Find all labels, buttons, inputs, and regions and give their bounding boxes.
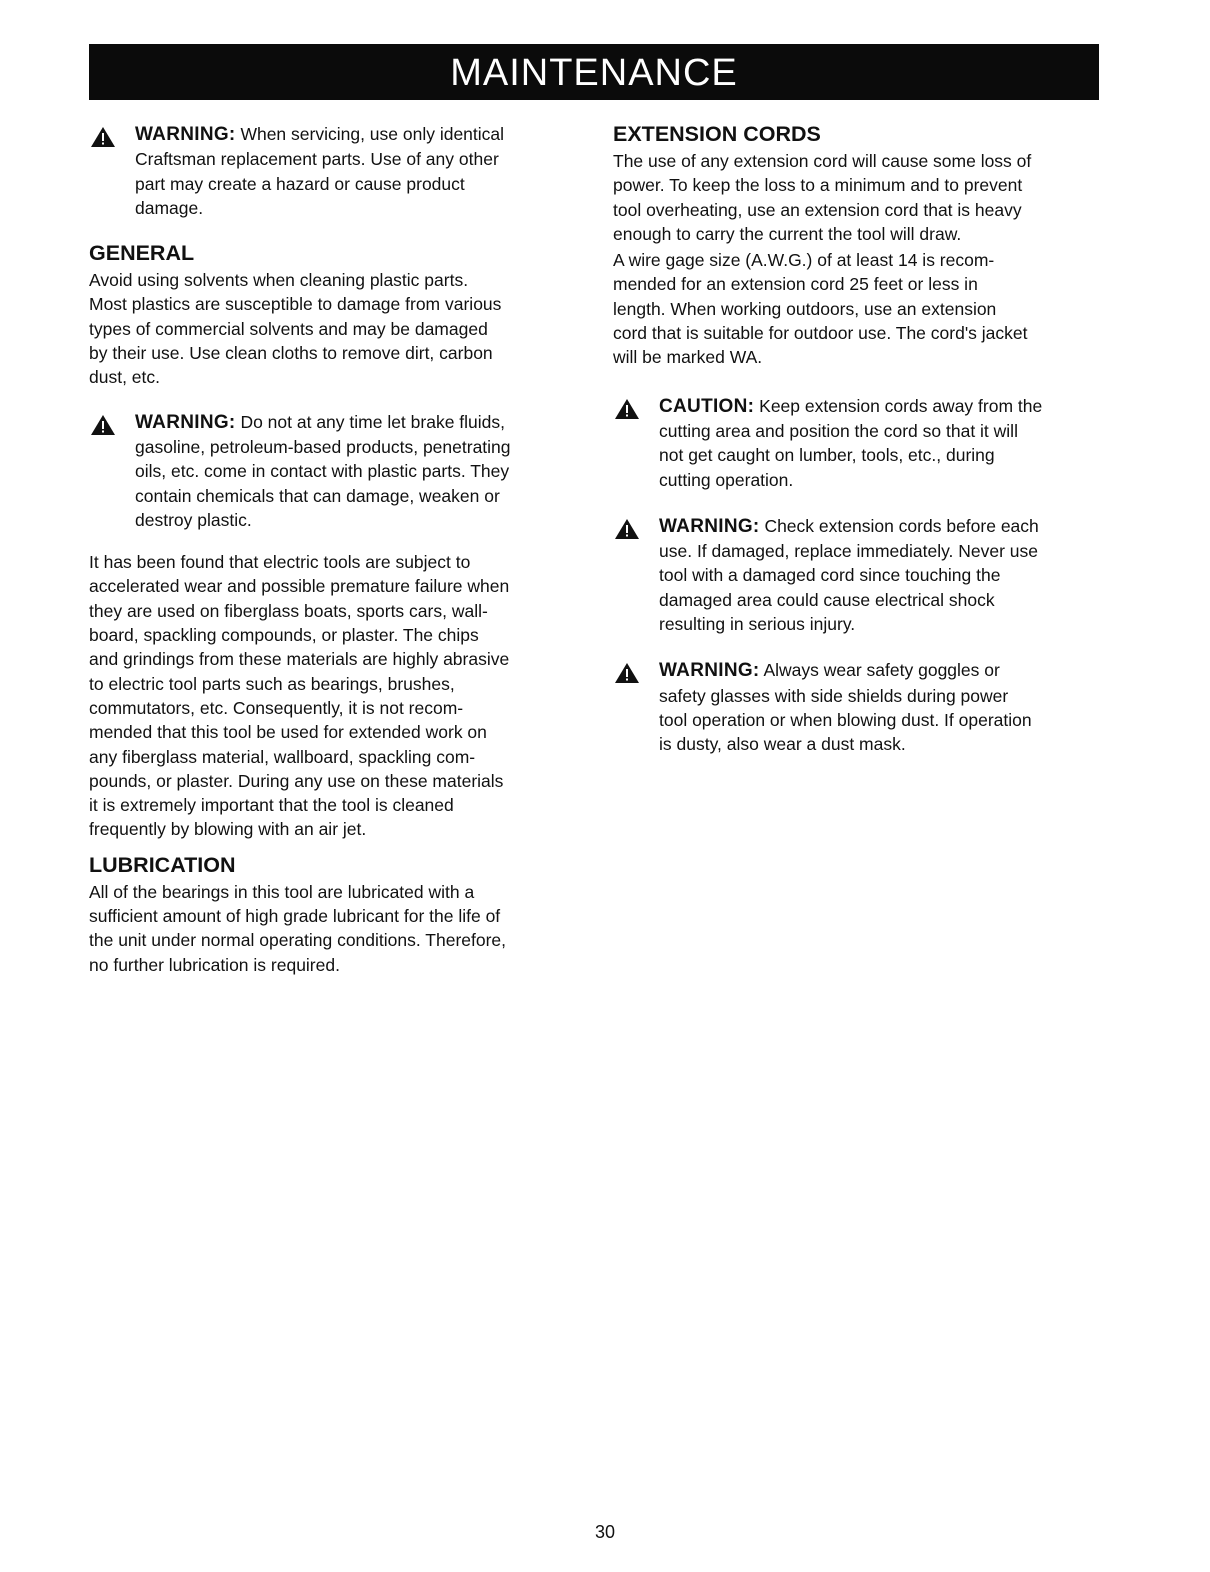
warning-text-line: safety glasses with side shields during power xyxy=(659,685,1009,706)
page-title-banner xyxy=(89,44,1099,100)
paragraph-line: cord that is suitable for outdoor use. The cord's jacket xyxy=(613,323,1028,344)
fiberglass-paragraph xyxy=(89,550,594,842)
left-column xyxy=(89,120,594,977)
paragraph-line: mended that this tool be used for extended work on xyxy=(89,722,487,743)
warning-label: WARNING: xyxy=(135,124,236,145)
lubrication-section xyxy=(89,852,594,977)
paragraph-line: board, spackling compounds, or plaster. The chips xyxy=(89,625,479,646)
paragraph-line: accelerated wear and possible premature failure when xyxy=(89,576,510,597)
paragraph-line: sufficient amount of high grade lubricant for the life of xyxy=(89,906,501,927)
warning-text-line: Craftsman replacement parts. Use of any other xyxy=(135,149,499,170)
paragraph-line: frequently by blowing with an air jet. xyxy=(89,819,367,840)
paragraph-line: Avoid using solvents when cleaning plastic parts. xyxy=(89,270,469,291)
warning-text-line: destroy plastic. xyxy=(135,509,252,530)
general-section xyxy=(89,240,594,389)
paragraph-line: to electric tool parts such as bearings, brushes, xyxy=(89,673,455,694)
page-number: 30 xyxy=(594,1522,616,1542)
caution-label: CAUTION: xyxy=(659,395,755,417)
warning-text-line: Always wear safety goggles or xyxy=(763,660,1000,681)
warning-replacement-parts xyxy=(89,122,594,220)
warning-text-line: Keep extension cords away from the xyxy=(759,395,1043,416)
paragraph-line: and grindings from these materials are highly abrasive xyxy=(89,649,510,670)
warning-text-line: When servicing, use only identical xyxy=(240,124,505,144)
warning-check-cords xyxy=(613,514,1103,636)
lubrication-heading: LUBRICATION xyxy=(89,852,236,877)
paragraph-line: enough to carry the current the tool will draw. xyxy=(613,223,962,244)
paragraph-line: tool overheating, use an extension cord that is heavy xyxy=(613,199,1022,220)
caution-cutting-area xyxy=(613,394,1103,492)
paragraph-line: dust, etc. xyxy=(89,367,161,388)
warning-triangle-icon xyxy=(613,398,651,420)
warning-text-line: contain chemicals that can damage, weaken or xyxy=(135,485,500,506)
warning-label: WARNING: xyxy=(659,515,760,537)
paragraph-line: It has been found that electric tools are subject to xyxy=(89,552,471,573)
paragraph-line: power. To keep the loss to a minimum and to prevent xyxy=(613,175,1023,196)
paragraph-line: A wire gage size (A.W.G.) of at least 14 is recom- xyxy=(613,250,995,271)
paragraph-line: length. When working outdoors, use an extension xyxy=(613,298,997,319)
paragraph-line: no further lubrication is required. xyxy=(89,954,340,975)
warning-label: WARNING: xyxy=(659,660,760,682)
warning-text-line: cutting operation. xyxy=(659,469,794,490)
page-title: MAINTENANCE xyxy=(450,52,738,94)
warning-text-line: is dusty, also wear a dust mask. xyxy=(659,734,906,755)
warning-text-line: gasoline, petroleum-based products, penetrating xyxy=(135,436,511,457)
warning-text-line: tool with a damaged cord since touching the xyxy=(659,565,1001,586)
paragraph-line: Most plastics are susceptible to damage from various xyxy=(89,294,502,315)
warning-brake-fluids xyxy=(89,410,594,532)
paragraph-line: mended for an extension cord 25 feet or less in xyxy=(613,274,978,295)
paragraph-line: commutators, etc. Consequently, it is not recom- xyxy=(89,697,464,718)
paragraph-line: pounds, or plaster. During any use on these materials xyxy=(89,770,504,791)
paragraph-line: will be marked WA. xyxy=(613,347,763,368)
warning-text-line: resulting in serious injury. xyxy=(659,614,856,635)
paragraph-line: it is extremely important that the tool is cleaned xyxy=(89,795,454,816)
warning-text-line: Check extension cords before each xyxy=(764,515,1039,536)
right-column xyxy=(613,120,1103,757)
warning-text-line: use. If damaged, replace immediately. Never use xyxy=(659,541,1039,562)
paragraph-line: types of commercial solvents and may be damaged xyxy=(89,318,488,339)
paragraph-line: they are used on fiberglass boats, sports cars, wall- xyxy=(89,600,488,621)
warning-text-line: cutting area and position the cord so that it will xyxy=(659,420,1018,441)
warning-triangle-icon xyxy=(613,662,651,684)
extension-cords-section xyxy=(613,121,1103,370)
warning-safety-goggles xyxy=(613,658,1103,756)
paragraph-line: The use of any extension cord will cause some loss of xyxy=(613,151,1032,171)
warning-text-line: not get caught on lumber, tools, etc., during xyxy=(659,445,995,466)
warning-label: WARNING: xyxy=(135,411,236,433)
warning-text-line: Do not at any time let brake fluids, xyxy=(240,411,506,432)
paragraph-line: All of the bearings in this tool are lubricated with a xyxy=(89,881,475,902)
warning-text-line: part may create a hazard or cause product xyxy=(135,173,465,194)
paragraph-line: any fiberglass material, wallboard, spackling com- xyxy=(89,746,476,767)
extension-cords-heading: EXTENSION CORDS xyxy=(613,122,821,146)
warning-triangle-icon xyxy=(89,414,127,436)
general-heading: GENERAL xyxy=(89,241,195,266)
warning-triangle-icon xyxy=(89,126,127,148)
warning-triangle-icon xyxy=(613,518,651,540)
warning-text-line: damaged area could cause electrical shock xyxy=(659,589,995,610)
warning-text-line: oils, etc. come in contact with plastic parts. They xyxy=(135,461,510,482)
warning-text-line: tool operation or when blowing dust. If operation xyxy=(659,709,1032,730)
paragraph-line: the unit under normal operating conditions. Therefore, xyxy=(89,930,507,951)
warning-text-line: damage. xyxy=(135,197,204,218)
paragraph-line: by their use. Use clean cloths to remove dirt, carbon xyxy=(89,343,493,364)
